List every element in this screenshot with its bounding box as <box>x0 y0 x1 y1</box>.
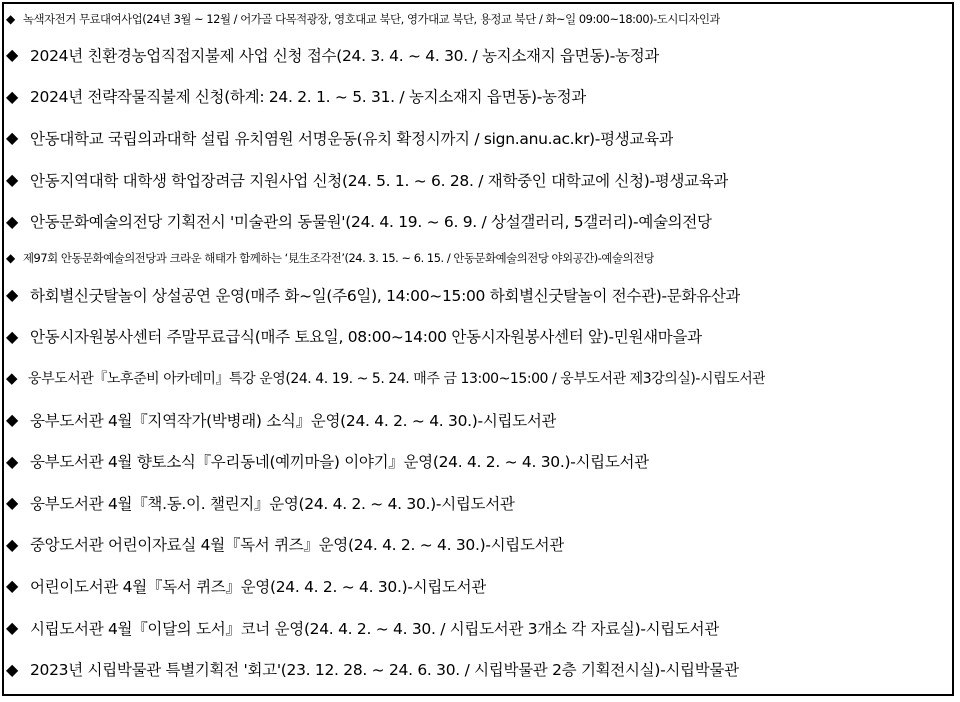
list-item <box>6 274 950 316</box>
notice-text: 안동지역대학 대학생 학업장려금 지원사업 신청(24. 5. 1. ~ 6. 28. / 재학중인 대학교에 신청)-평생교육과 <box>30 171 729 190</box>
notice-text: 중앙도서관 어린이자료실 4월『독서 퀴즈』운영(24. 4. 2. ~ 4. 30.)-시립도서관 <box>30 536 564 555</box>
notice-text: 2024년 전략작물직불제 신청(하계: 24. 2. 1. ~ 5. 31. / 농지소재지 읍면동)-농정과 <box>30 88 587 107</box>
diamond-bullet-icon: ◆ <box>6 410 19 430</box>
notice-text: 웅부도서관 4월『지역작가(박병래) 소식』운영(24. 4. 2. ~ 4. 30.)-시립도서관 <box>30 411 557 430</box>
list-item <box>6 159 950 201</box>
diamond-bullet-icon: ◆ <box>6 45 19 65</box>
diamond-bullet-icon: ◆ <box>6 451 19 471</box>
list-item <box>6 482 950 524</box>
notice-text: 시립도서관 4월『이달의 도서』코너 운영(24. 4. 2. ~ 4. 30. / 시립도서관 3개소 각 자료실)-시립도서관 <box>30 619 720 638</box>
notice-text: 제97회 안동문화예술의전당과 크라운 해태가 함께하는 ‘見生조각전’(24. 3. 15. ~ 6. 15. / 안동문화예술의전당 야외공간)-예술의전당 <box>23 250 655 265</box>
notice-text: 안동문화예술의전당 기획전시 '미술관의 동물원'(24. 4. 19. ~ 6. 9. / 상설갤러리, 5갤러리)-예술의전당 <box>30 213 712 232</box>
notice-text: 2024년 친환경농업직접지불제 사업 신청 접수(24. 3. 4. ~ 4. 30. / 농지소재지 읍면동)-농정과 <box>30 46 660 65</box>
diamond-bullet-icon: ◆ <box>6 250 15 265</box>
list-item <box>6 76 950 118</box>
notice-text: 웅부도서관 4월『책.동.이. 챌린지』운영(24. 4. 2. ~ 4. 30.)-시립도서관 <box>30 494 515 513</box>
notice-text: 녹색자전거 무료대여사업(24년 3월 ~ 12월 / 어가골 다목적광장, 영호대교 북단, 영가대교 북단, 용정교 북단 / 화~일 09:00~18:00)-도시디자인과 <box>23 12 721 26</box>
list-item <box>6 607 950 649</box>
list-item <box>6 117 950 159</box>
diamond-bullet-icon: ◆ <box>6 170 19 190</box>
list-item <box>6 357 950 399</box>
list-item <box>6 200 950 242</box>
list-item <box>6 648 950 690</box>
diamond-bullet-icon: ◆ <box>6 285 19 305</box>
notice-text: 안동대학교 국립의과대학 설립 유치염원 서명운동(유치 확정시까지 / sign.anu.ac.kr)-평생교육과 <box>30 129 674 148</box>
diamond-bullet-icon: ◆ <box>6 493 19 513</box>
list-item <box>6 565 950 607</box>
diamond-bullet-icon: ◆ <box>6 368 18 387</box>
diamond-bullet-icon: ◆ <box>6 326 19 346</box>
notice-text: 하회별신굿탈놀이 상설공연 운영(매주 화~일(주6일), 14:00~15:00 하회별신굿탈놀이 전수관)-문화유산과 <box>30 286 741 305</box>
list-item <box>6 316 950 358</box>
list-item <box>6 524 950 566</box>
diamond-bullet-icon: ◆ <box>6 618 19 638</box>
notice-list <box>6 4 950 690</box>
notice-text: 안동시자원봉사센터 주말무료급식(매주 토요일, 08:00~14:00 안동시자원봉사센터 앞)-민원새마을과 <box>30 328 702 347</box>
list-item <box>6 34 950 76</box>
diamond-bullet-icon: ◆ <box>6 576 19 596</box>
diamond-bullet-icon: ◆ <box>6 659 19 679</box>
diamond-bullet-icon: ◆ <box>6 534 19 554</box>
diamond-bullet-icon: ◆ <box>6 12 15 26</box>
notice-text: 2023년 시립박물관 특별기획전 '회고'(23. 12. 28. ~ 24. 6. 30. / 시립박물관 2층 기획전시실)-시립박물관 <box>30 661 739 680</box>
list-item <box>6 440 950 482</box>
list-item <box>6 242 950 274</box>
diamond-bullet-icon: ◆ <box>6 86 19 106</box>
list-item <box>6 399 950 441</box>
notice-text: 웅부도서관『노후준비 아카데미』특강 운영(24. 4. 19. ~ 5. 24. 매주 금 13:00~15:00 / 웅부도서관 제3강의실)-시립도서관 <box>28 370 766 387</box>
list-item <box>6 4 950 34</box>
diamond-bullet-icon: ◆ <box>6 128 19 148</box>
notice-text: 어린이도서관 4월『독서 퀴즈』운영(24. 4. 2. ~ 4. 30.)-시립도서관 <box>30 577 487 596</box>
notice-text: 웅부도서관 4월 향토소식『우리동네(예끼마을) 이야기』운영(24. 4. 2. ~ 4. 30.)-시립도서관 <box>30 453 649 472</box>
diamond-bullet-icon: ◆ <box>6 211 19 231</box>
